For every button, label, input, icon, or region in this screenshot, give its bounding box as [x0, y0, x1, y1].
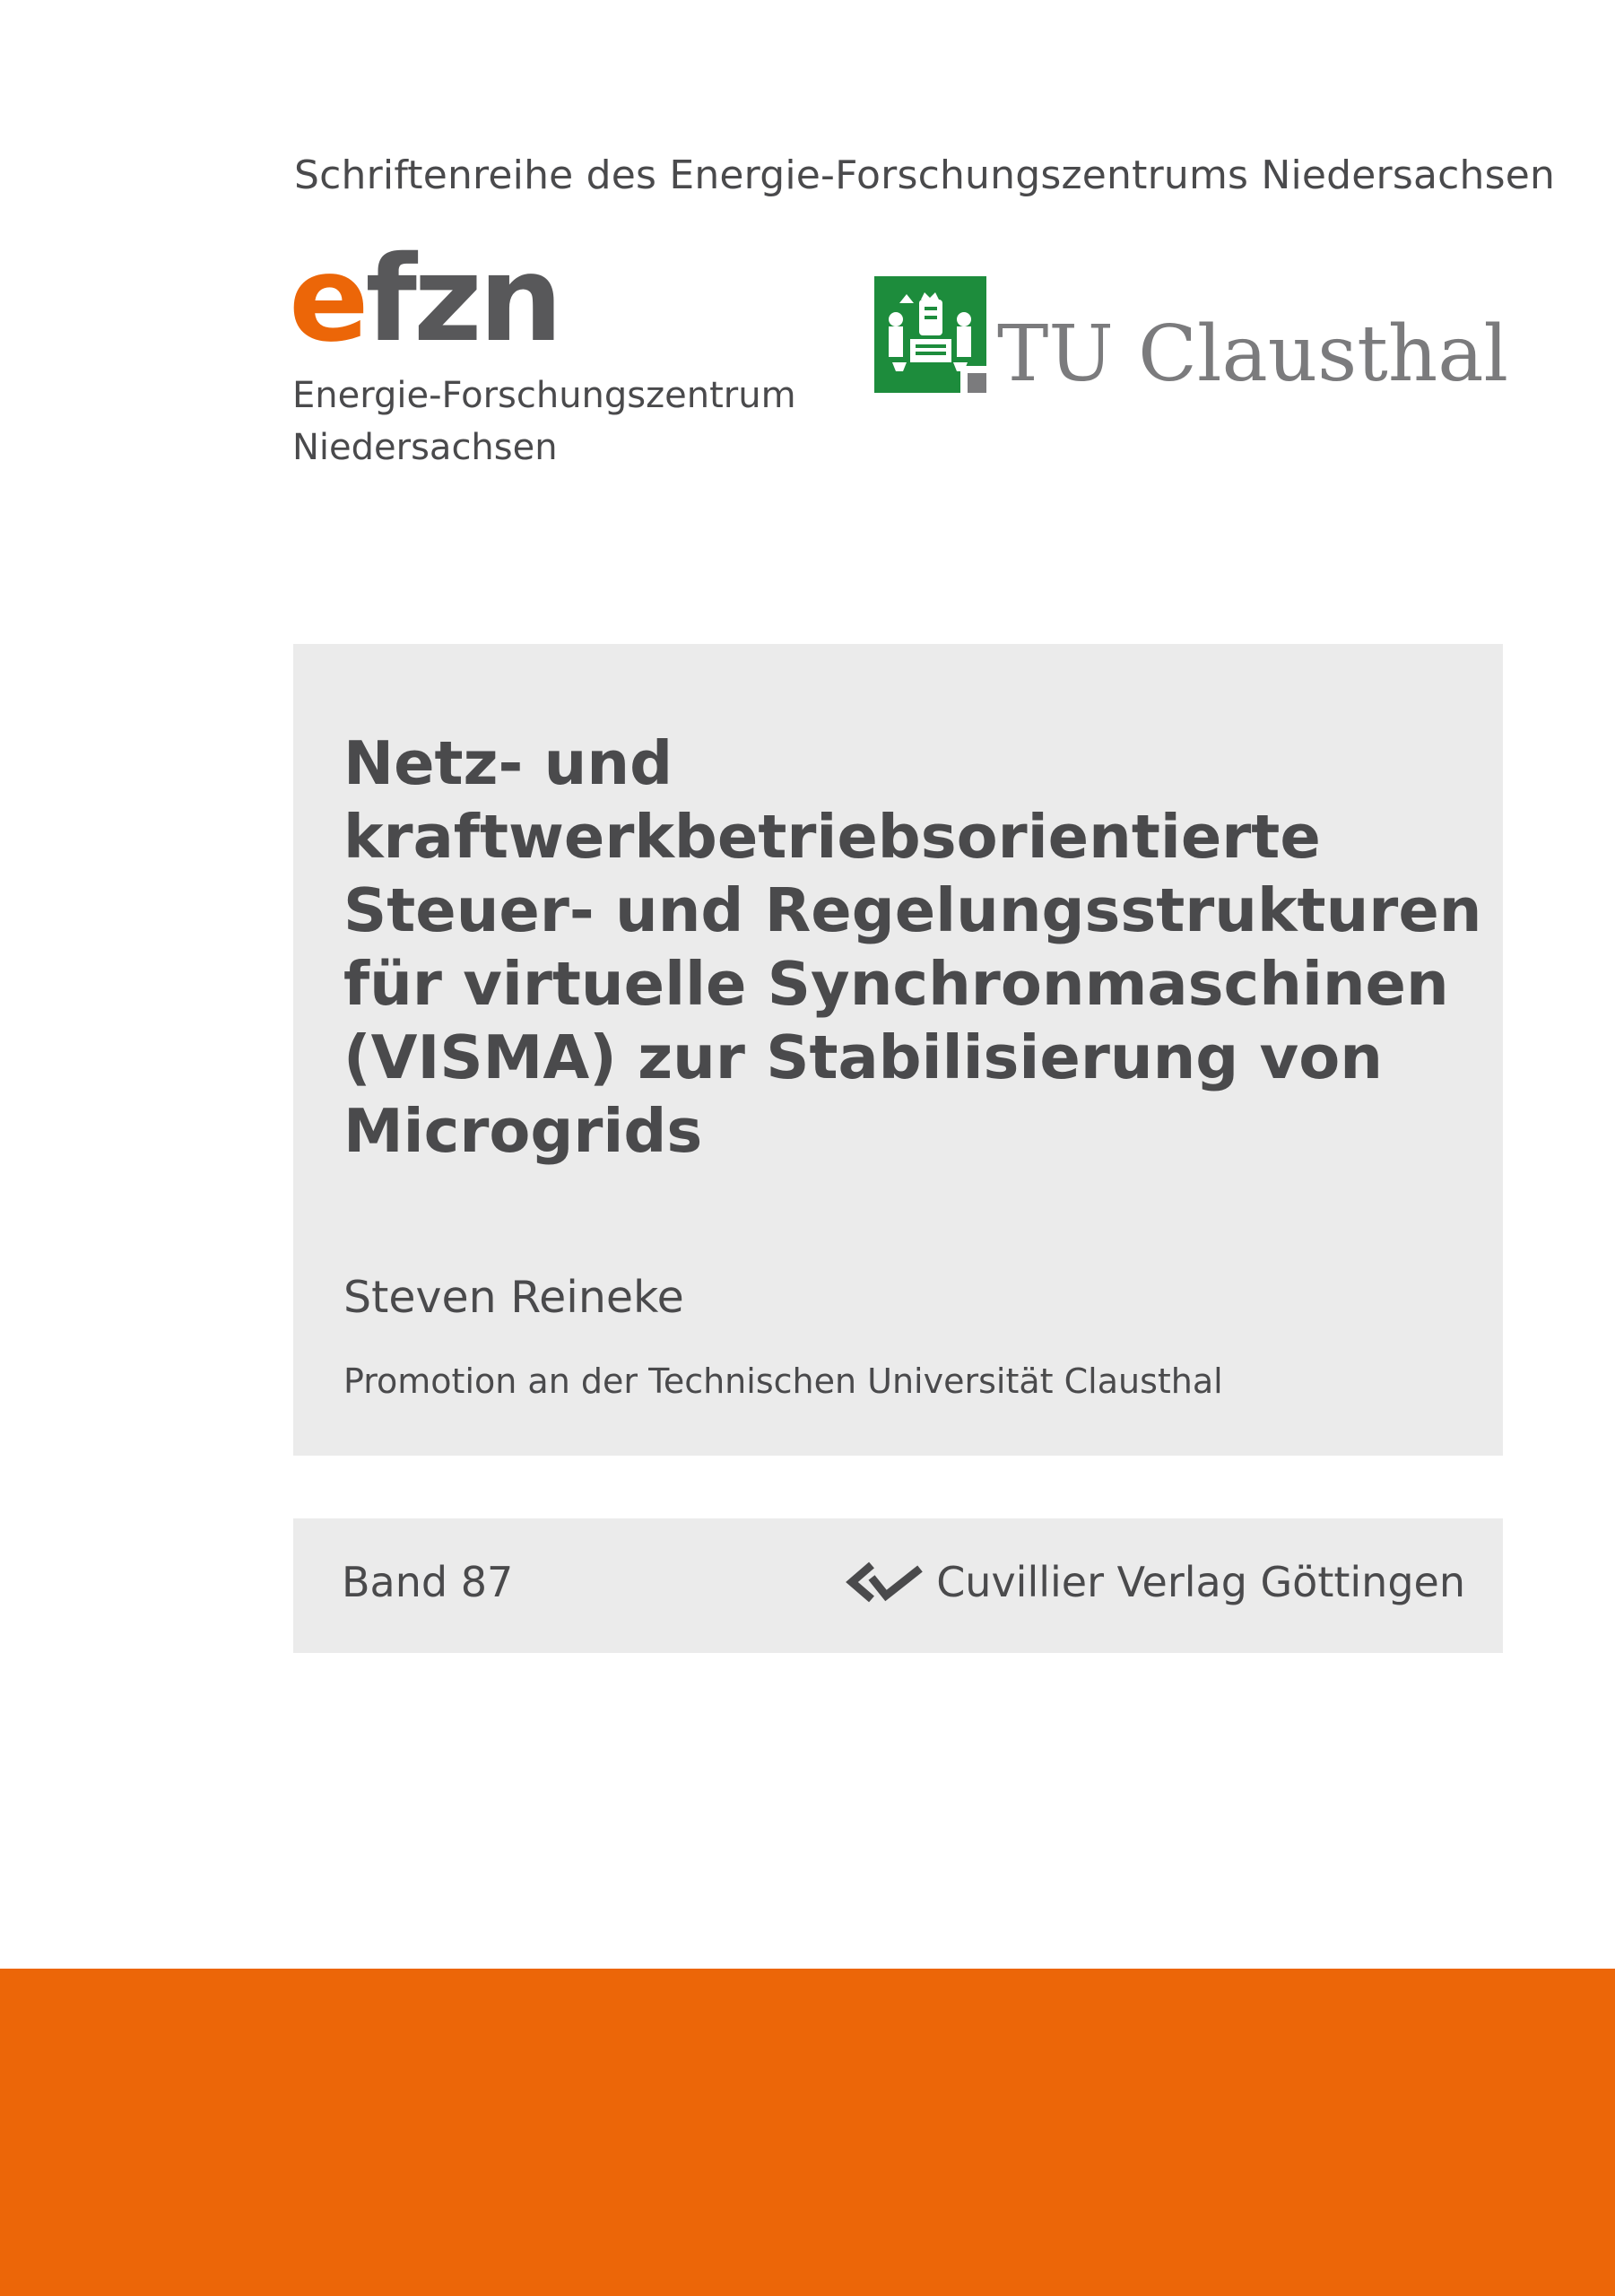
- author-name: Steven Reineke: [343, 1272, 684, 1323]
- book-title: [343, 726, 1482, 1168]
- title-line: Microgrids: [343, 1096, 703, 1166]
- title-line: für virtuelle Synchronmaschinen: [343, 949, 1449, 1019]
- publisher-name: Cuvillier Verlag Göttingen: [936, 1558, 1465, 1606]
- volume-panel: [293, 1518, 1503, 1653]
- title-panel: [293, 644, 1503, 1456]
- series-title: Schriftenreihe des Energie-Forschungszentrums Niedersachsen: [294, 152, 1556, 198]
- tu-clausthal-wordmark: TU Clausthal: [997, 309, 1509, 399]
- title-line: Netz- und: [343, 728, 673, 798]
- title-line: kraftwerkbetriebsorientierte: [343, 802, 1321, 872]
- efzn-name-line1: Energie-Forschungszentrum: [292, 375, 796, 416]
- cuvillier-logo-icon: [845, 1560, 927, 1605]
- title-line: Steuer- und Regelungsstrukturen: [343, 875, 1482, 945]
- efzn-full-name: [292, 370, 796, 474]
- publisher: [845, 1558, 1465, 1606]
- efzn-name-line2: Niedersachsen: [292, 427, 558, 468]
- tu-clausthal-emblem-icon: [874, 276, 986, 393]
- efzn-logo: [289, 230, 560, 369]
- volume-number: Band 87: [342, 1558, 514, 1606]
- title-line: (VISMA) zur Stabilisierung von: [343, 1022, 1383, 1092]
- efzn-logo-rest: fzn: [365, 230, 560, 369]
- efzn-logo-accent: e: [289, 230, 366, 369]
- dissertation-note: Promotion an der Technischen Universität Clausthal: [343, 1361, 1223, 1401]
- orange-footer-band: [0, 1969, 1615, 2296]
